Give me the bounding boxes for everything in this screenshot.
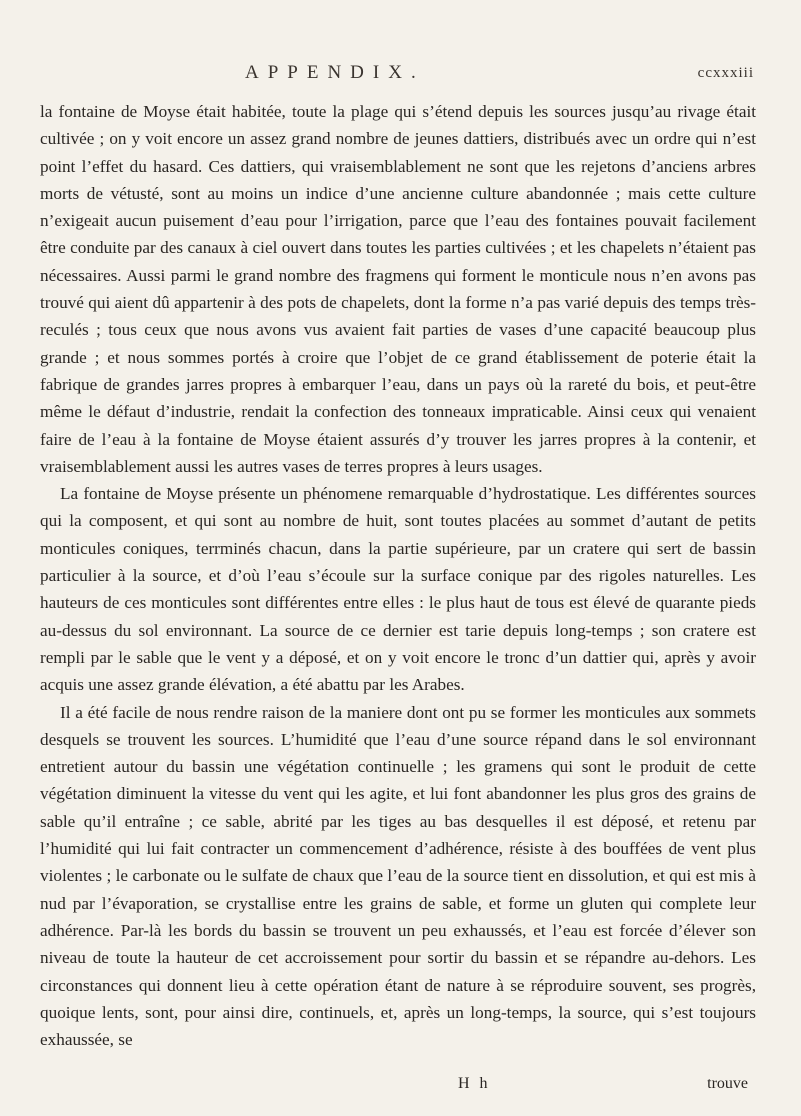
body-text (40, 98, 756, 1053)
running-head (40, 62, 760, 92)
running-title: APPENDIX. (245, 62, 425, 83)
signature-mark: H h (458, 1075, 491, 1092)
catchword: trouve (707, 1075, 748, 1092)
page-number: ccxxxiii (697, 65, 754, 81)
page-footer (40, 1075, 760, 1099)
paragraph-3: Il a été facile de nous rendre raison de la maniere dont ont pu se former les monticules aux sommets desquels se trouvent les sources. L’humidité que l’eau d’une source répand dans le sol environnant entretient autour du bassin une végétation continuelle ; les gramens qui sont le produit de cette végétation diminuent la vitesse du vent qui les agite, et lui font abandonner les plus gros des grains de sable qu’il entraîne ; ce sable, abrité par les tiges au bas desquelles il est déposé, et retenu par l’humidité qui lui fait contracter un commencement d’adhérence, résiste à des bouffées de vent plus violentes ; le carbonate ou le sulfate de chaux que l’eau de la source tient en dissolution, et qui est mis à nud par l’évaporation, se crystallise entre les grains de sable, et forme un gluten qui complete leur adhérence. Par-là les bords du bassin se trouvent un peu exhaussés, et l’eau est forcée d’élever son niveau de toute la hauteur de cet accroissement pour sortir du bassin et se répandre au-dehors. Les circonstances qui donnent lieu à cette opération étant de nature à se réproduire souvent, ses progrès, quoique lents, sont, pour ainsi dire, continuels, et, après un long-temps, la source, qui s’est toujours exhaussée, se (40, 702, 756, 1050)
paragraph-2: La fontaine de Moyse présente un phénomene remarquable d’hydrostatique. Les différentes sources qui la composent, et qui sont au nombre de huit, sont toutes placées au sommet d’autant de petits monticules coniques, terrminés chacun, dans la partie supérieure, par un cratere qui sert de bassin particulier à la source, et d’où l’eau s’écoule sur la surface conique par des rigoles naturelles. Les hauteurs de ces monticules sont différentes entre elles : le plus haut de tous est élevé de quarante pieds au-dessus du sol environnant. La source de ce dernier est tarie depuis long-temps ; son cratere est rempli par le sable que le vent y a déposé, et on y voit encore le tronc d’un dattier qui, après y avoir acquis une assez grande élévation, a été abattu par les Arabes. (40, 484, 756, 695)
paragraph-1: la fontaine de Moyse était habitée, toute la plage qui s’étend depuis les sources jusqu’au rivage était cultivée ; on y voit encore un assez grand nombre de jeunes dattiers, distribués avec un ordre qui n’est point l’effet du hasard. Ces dattiers, qui vraisemblablement ne sont que les rejetons d’anciens arbres morts de vétusté, sont au moins un indice d’une ancienne culture abandonnée ; mais cette culture n’exigeait aucun puisement d’eau pour l’irrigation, parce que l’eau des fontaines pouvait facilement être conduite par des canaux à ciel ouvert dans toutes les parties cultivées ; et les chapelets n’étaient pas nécessaires. Aussi parmi le grand nombre des fragmens qui forment le monticule nous n’en avons pas trouvé qui aient dû appartenir à des pots de chapelets, dont la forme n’a pas varié depuis des temps très-reculés ; tous ceux que nous avons vus avaient fait parties de vases d’une capacité beaucoup plus grande ; et nous sommes portés à croire que l’objet de ce grand établissement de poterie était la fabrique de grandes jarres propres à embarquer l’eau, dans un pays où la rareté du bois, et peut-être même le défaut d’industrie, rendait la confection des tonneaux impraticable. Ainsi ceux qui venaient faire de l’eau à la fontaine de Moyse étaient assurés d’y trouver les jarres propres à la contenir, et vraisemblablement aussi les autres vases de terres propres à leurs usages. (40, 102, 756, 476)
book-page (40, 0, 760, 1116)
